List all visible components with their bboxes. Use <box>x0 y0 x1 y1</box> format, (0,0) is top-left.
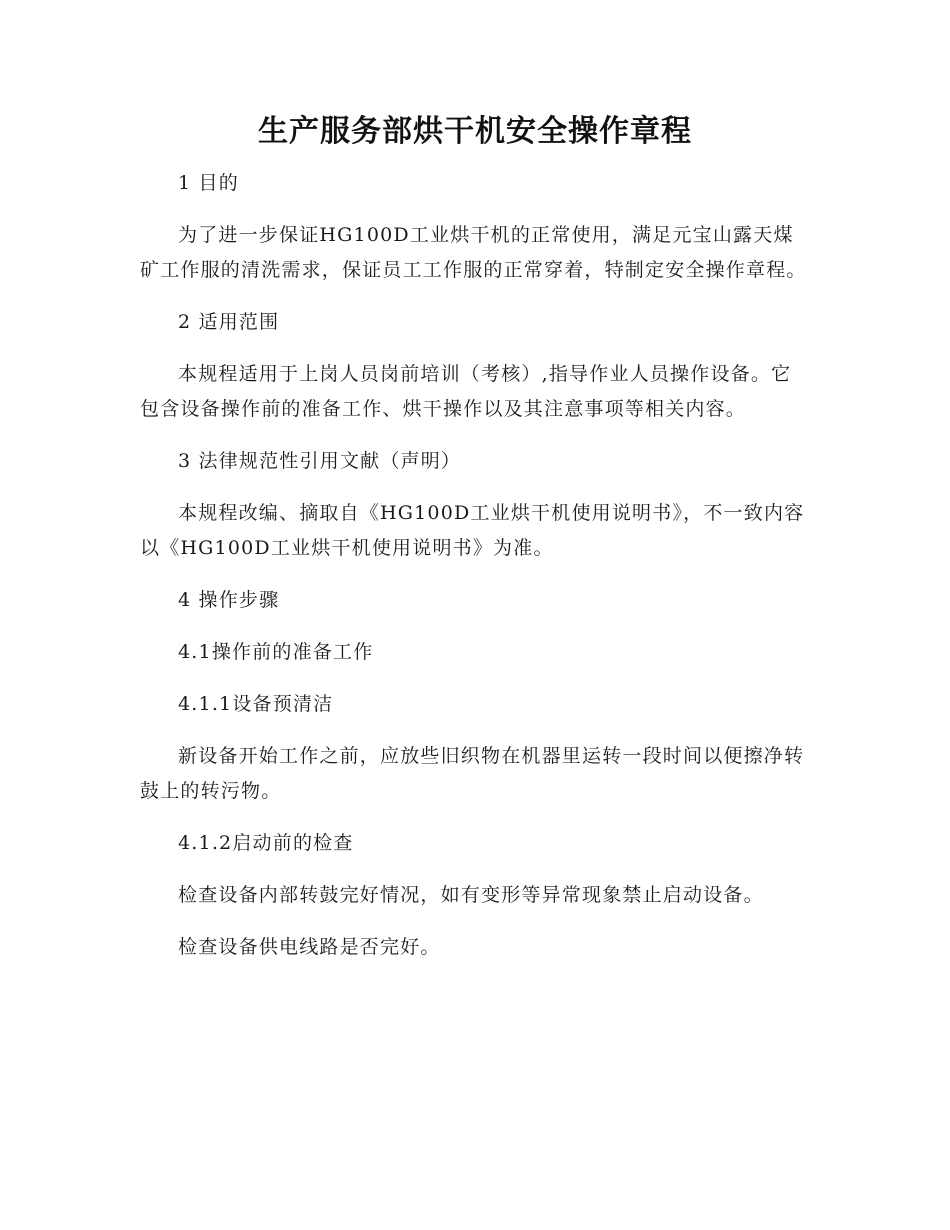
document-title: 生产服务部烘干机安全操作章程 <box>258 114 692 149</box>
startup-check-paragraph-power: 检查设备供电线路是否完好。 <box>178 936 441 958</box>
purpose-paragraph: 为了进一步保证HG100D工业烘干机的正常使用，满足元宝山露天煤矿工作服的清洗需求，保证员工工作服的正常穿着，特制定安全操作章程。 <box>140 224 807 281</box>
startup-check-paragraph-drum: 检查设备内部转鼓完好情况，如有变形等异常现象禁止启动设备。 <box>178 884 764 906</box>
section-heading-purpose: 1 目的 <box>178 172 239 194</box>
section-heading-steps: 4 操作步骤 <box>178 589 280 611</box>
precleaning-paragraph: 新设备开始工作之前，应放些旧织物在机器里运转一段时间以便擦净转鼓上的转污物。 <box>140 745 805 802</box>
subsection-heading-startup-check: 4.1.2启动前的检查 <box>178 832 354 854</box>
section-heading-scope: 2 适用范围 <box>178 311 280 333</box>
document-body <box>140 166 810 982</box>
references-paragraph: 本规程改编、摘取自《HG100D工业烘干机使用说明书》，不一致内容以《HG100D工业烘干机使用说明书》为准。 <box>140 502 805 559</box>
section-heading-references: 3 法律规范性引用文献（声明） <box>178 450 462 472</box>
subsection-heading-precleaning: 4.1.1设备预清洁 <box>178 693 334 715</box>
subsection-heading-preparation: 4.1操作前的准备工作 <box>178 641 374 663</box>
scope-paragraph: 本规程适用于上岗人员岗前培训（考核）,指导作业人员操作设备。它包含设备操作前的准备工作、烘干操作以及其注意事项等相关内容。 <box>140 363 792 420</box>
